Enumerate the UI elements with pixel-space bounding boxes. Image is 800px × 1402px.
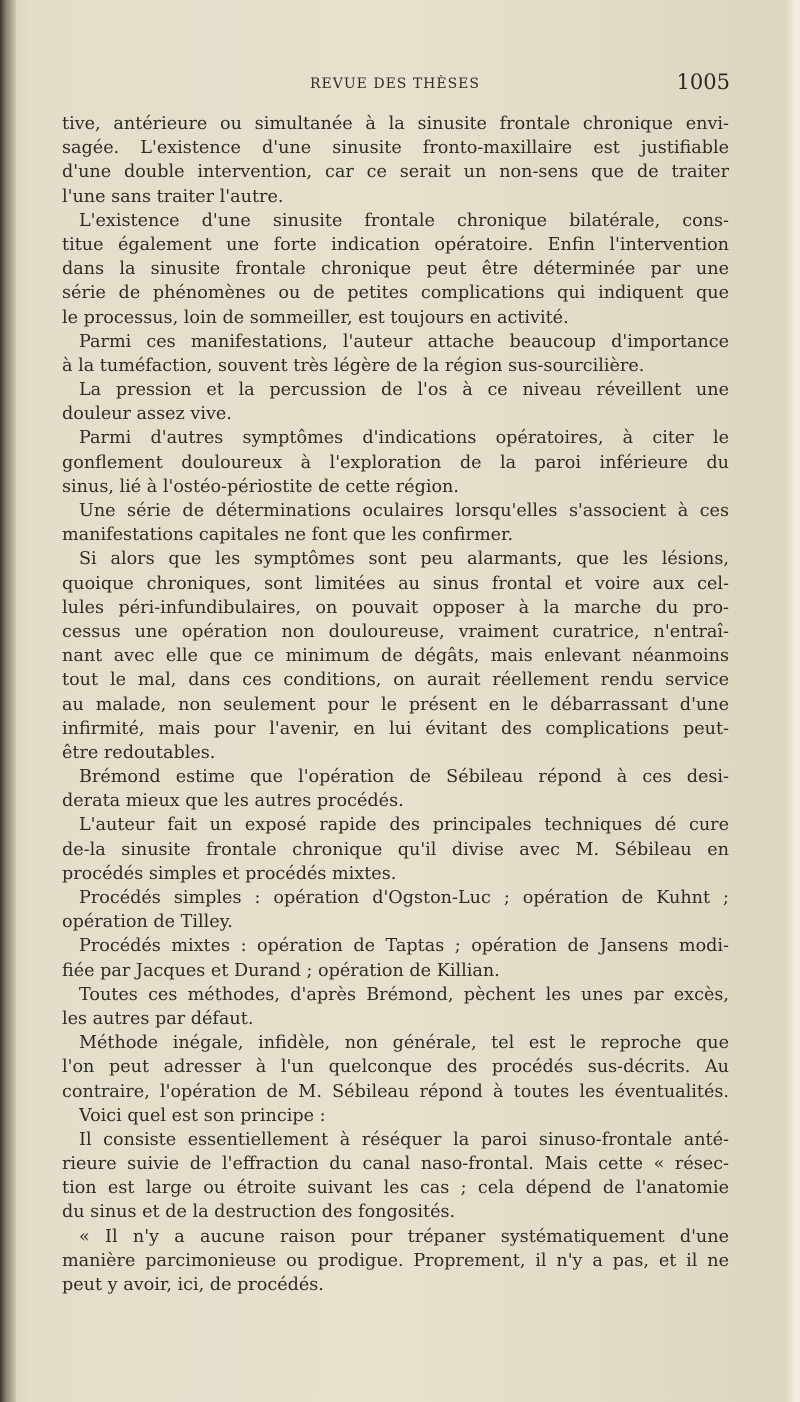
text-line: Toutes ces méthodes, d'après Brémond, pèchent les unes par excès, xyxy=(79,984,729,1005)
text-line: infirmité, mais pour l'avenir, en lui évitant des complications peut- xyxy=(62,718,729,739)
text-line: gonflement douloureux à l'exploration de la paroi inférieure du xyxy=(62,452,729,473)
text-line: Une série de déterminations oculaires lorsqu'elles s'associent à ces xyxy=(79,501,729,521)
text-line: tion est large ou étroite suivant les cas ; cela dépend de l'anatomie xyxy=(62,1178,729,1199)
text-line: tout le mal, dans ces conditions, on aurait réellement rendu service xyxy=(62,670,729,691)
text-line: les autres par défaut. xyxy=(62,1008,254,1029)
text-line: opération de Tilley. xyxy=(62,912,233,933)
text-line: manifestations capitales ne font que les confirmer. xyxy=(62,525,514,546)
running-title: REVUE DES THÈSES xyxy=(310,76,480,92)
book-spine-edge xyxy=(0,0,16,1402)
text-line: manière parcimonieuse ou prodigue. Proprement, il n'y a pas, et il ne xyxy=(62,1250,729,1271)
text-line: La pression et la percussion de l'os à ce niveau réveillent une xyxy=(79,380,729,401)
text-line: quoique chroniques, sont limitées au sinus frontal et voire aux cel- xyxy=(62,573,729,594)
text-line: d'une double intervention, car ce serait un non-sens que de traiter xyxy=(62,162,729,183)
text-line: Parmi ces manifestations, l'auteur attache beaucoup d'importance xyxy=(79,331,729,352)
text-line: Procédés simples : opération d'Ogston-Luc ; opération de Kuhnt ; xyxy=(79,888,729,908)
text-line: être redoutables. xyxy=(62,742,216,763)
text-line: Il consiste essentiellement à réséquer la paroi sinuso-frontale anté- xyxy=(79,1129,729,1150)
text-line: L'existence d'une sinusite frontale chronique bilatérale, cons- xyxy=(79,210,729,231)
text-line: nant avec elle que ce minimum de dégâts, mais enlevant néanmoins xyxy=(62,646,729,667)
text-line: à la tuméfaction, souvent très légère de la région sus-sourcilière. xyxy=(62,355,645,376)
text-line: dans la sinusite frontale chronique peut être déterminée par une xyxy=(62,259,729,280)
text-line: le processus, loin de sommeiller, est toujours en activité. xyxy=(62,307,569,328)
text-line: Brémond estime que l'opération de Sébileau répond à ces desi- xyxy=(79,767,729,788)
text-line: Si alors que les symptômes sont peu alarmants, que les lésions, xyxy=(79,549,729,570)
text-line: Voici quel est son principe : xyxy=(79,1105,326,1126)
text-line: du sinus et de la destruction des fongosités. xyxy=(62,1202,456,1223)
text-line: l'une sans traiter l'autre. xyxy=(62,186,284,207)
text-line: L'auteur fait un exposé rapide des principales techniques dé cure xyxy=(79,815,729,836)
text-line: derata mieux que les autres procédés. xyxy=(62,791,404,812)
text-line: fiée par Jacques et Durand ; opération de Killian. xyxy=(62,960,500,981)
text-line: sinus, lié à l'ostéo-périostite de cette région. xyxy=(62,476,459,497)
text-line: tive, antérieure ou simultanée à la sinusite frontale chronique envi- xyxy=(62,114,729,134)
text-line: « Il n'y a aucune raison pour trépaner systématiquement d'une xyxy=(79,1226,729,1247)
page-header xyxy=(60,70,730,100)
text-line: cessus une opération non douloureuse, vraiment curatrice, n'entraî- xyxy=(62,621,729,642)
page-number: 1005 xyxy=(676,70,730,94)
text-line: douleur assez vive. xyxy=(62,404,232,425)
text-line: Méthode inégale, infidèle, non générale, tel est le reproche que xyxy=(79,1033,729,1054)
text-line: procédés simples et procédés mixtes. xyxy=(62,863,397,884)
text-line: rieure suivie de l'effraction du canal naso-frontal. Mais cette « résec- xyxy=(62,1154,729,1175)
text-line: contraire, l'opération de M. Sébileau répond à toutes les éventualités. xyxy=(62,1081,729,1102)
text-line: sagée. L'existence d'une sinusite fronto-maxillaire est justifiable xyxy=(62,138,729,159)
text-line: Procédés mixtes : opération de Taptas ; opération de Jansens modi- xyxy=(79,936,729,957)
text-line: de-la sinusite frontale chronique qu'il divise avec M. Sébileau en xyxy=(62,839,729,860)
text-line: peut y avoir, ici, de procédés. xyxy=(62,1275,324,1295)
text-line: au malade, non seulement pour le présent en le débarrassant d'une xyxy=(62,694,729,715)
text-line: l'on peut adresser à l'un quelconque des procédés sus-décrits. Au xyxy=(62,1057,729,1078)
text-line: lules péri-infundibulaires, on pouvait opposer à la marche du pro- xyxy=(62,597,729,618)
text-line: titue également une forte indication opératoire. Enfin l'intervention xyxy=(62,234,729,255)
text-line: série de phénomènes ou de petites complications qui indiquent que xyxy=(62,283,729,304)
body-text xyxy=(62,112,729,1297)
text-line: Parmi d'autres symptômes d'indications opératoires, à citer le xyxy=(79,428,729,449)
